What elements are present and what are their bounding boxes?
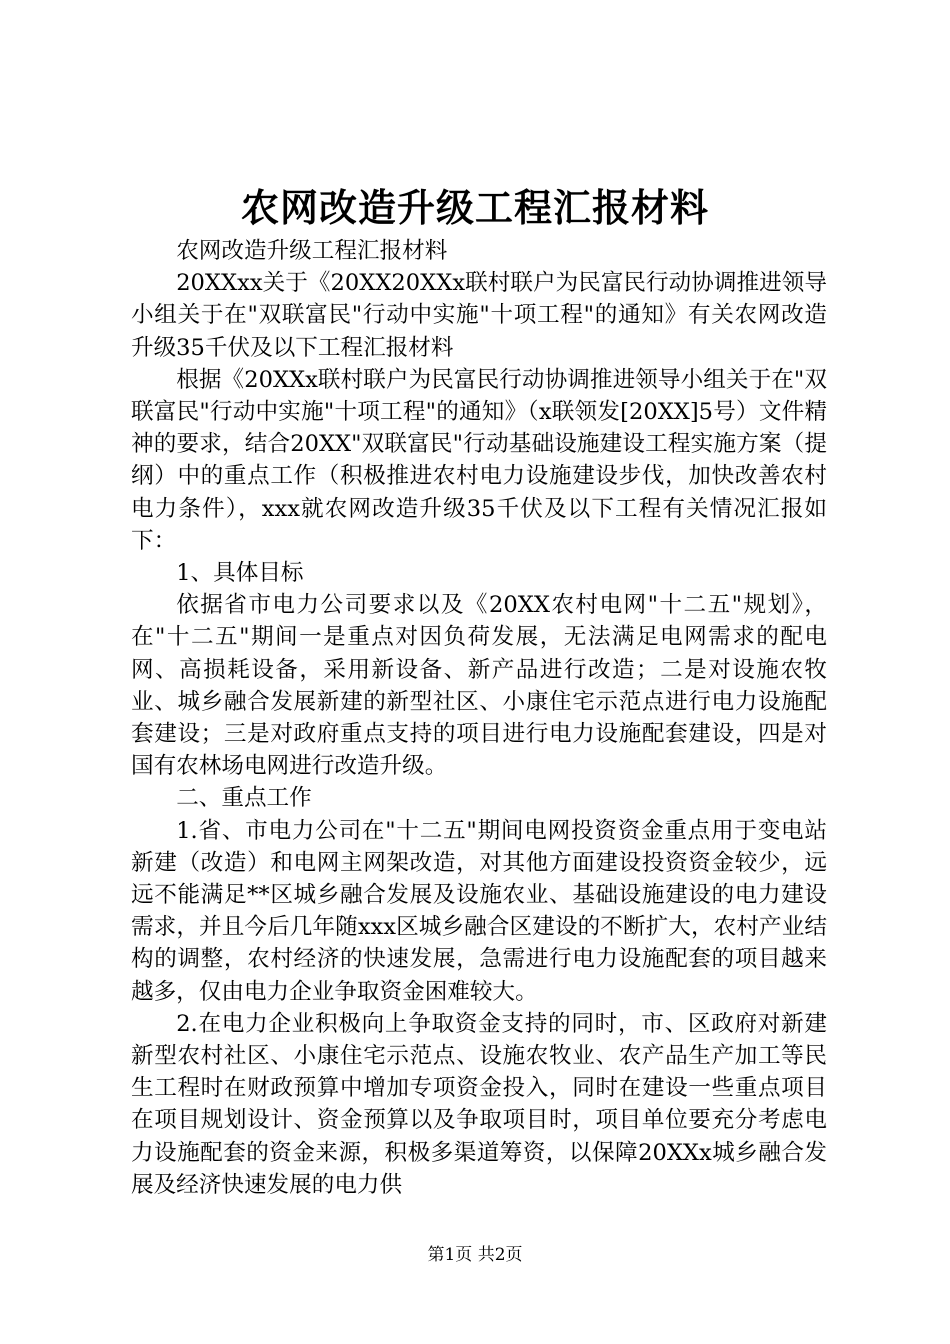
paragraph-subtitle: 农网改造升级工程汇报材料 bbox=[176, 238, 448, 264]
document-title: 农网改造升级工程汇报材料 bbox=[240, 185, 709, 230]
section-heading-goals: 1、具体目标 bbox=[176, 560, 304, 587]
document-body bbox=[131, 235, 827, 1201]
page-number: 第1页 共2页 bbox=[427, 1245, 523, 1265]
paragraph-goals: 依据省市电力公司要求以及《20XX农村电网"十二五"规划》，在"十二五"期间一是重点对因负荷发展，无法满足电网需求的配电网、高损耗设备，采用新设备、新产品进行改造；二是对设施农牧业、城乡融合发展新建的新型社区、小康住宅示范点进行电力设施配套建设；三是对政府重点支持的项目进行电力设施配套建设，四是对国有农林场电网进行改造升级。 bbox=[131, 592, 827, 780]
paragraph-intro: 20XXxx关于《20XX20XXx联村联户为民富民行动协调推进领导小组关于在"双联富民"行动中实施"十项工程"的通知》有关农网改造升级35千伏及以下工程汇报材料 bbox=[131, 270, 827, 361]
section-heading-key-work: 二、重点工作 bbox=[176, 785, 312, 812]
paragraph-key-work-2: 2.在电力企业积极向上争取资金支持的同时，市、区政府对新建新型农村社区、小康住宅示范点、设施农牧业、农产品生产加工等民生工程时在财政预算中增加专项资金投入，同时在建设一些重点项目在项目规划设计、资金预算以及争取项目时，项目单位要充分考虑电力设施配套的资金来源，积极多渠道筹资，以保障20XXx城乡融合发展及经济快速发展的电力供 bbox=[131, 1010, 827, 1198]
paragraph-basis: 根据《20XXx联村联户为民富民行动协调推进领导小组关于在"双联富民"行动中实施"十项工程"的通知》（x联领发[20XX]5号）文件精神的要求，结合20XX"双联富民"行动基础设施建设工程实施方案（提纲）中的重点工作（积极推进农村电力设施建设步伐，加快改善农村电力条件），xxx就农网改造升级35千伏及以下工程有关情况汇报如下： bbox=[131, 366, 827, 554]
paragraph-key-work-1: 1.省、市电力公司在"十二五"期间电网投资资金重点用于变电站新建（改造）和电网主网架改造，对其他方面建设投资资金较少，远远不能满足**区城乡融合发展及设施农业、基础设施建设的电力建设需求，并且今后几年随xxx区城乡融合区建设的不断扩大，农村产业结构的调整，农村经济的快速发展，急需进行电力设施配套的项目越来越多，仅由电力企业争取资金困难较大。 bbox=[131, 817, 827, 1005]
